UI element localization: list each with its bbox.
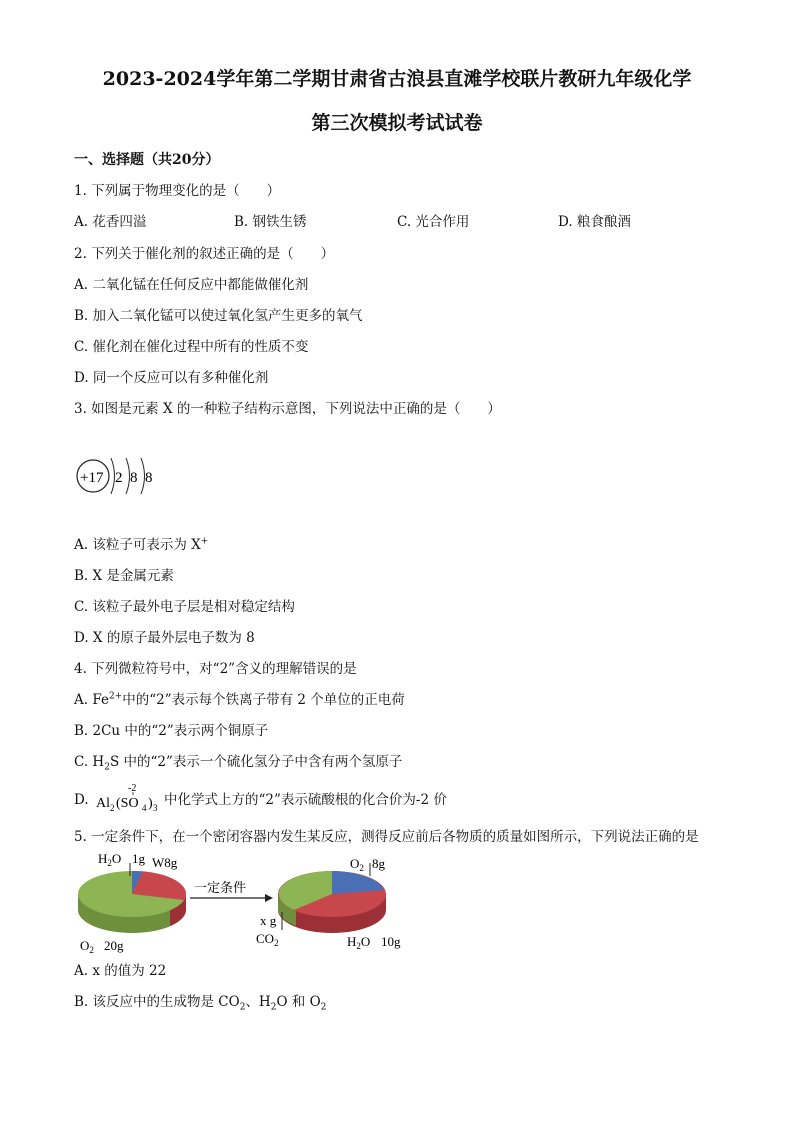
reaction-arrow-icon (265, 894, 273, 902)
svg-text:H2O: $H_2O$ (347, 934, 371, 951)
q3-option-c: C. 该粒子最外电子层是相对稳定结构 (74, 599, 295, 615)
pie-after-o2-slice (332, 871, 384, 894)
q1-option-a: A. 花香四溢 (74, 214, 147, 230)
q5-stem: 5. 一定条件下，在一个密闭容器内发生某反应，测得反应前后各物质的质量如图所示，下列说法正确的是 (74, 829, 699, 845)
shell-arc-1 (111, 458, 115, 494)
shell-arc-2 (126, 458, 130, 494)
svg-text:O2: $O_2$ (350, 856, 364, 873)
atom-structure-diagram (70, 452, 170, 504)
pie-after (278, 863, 386, 933)
q4-option-c: C. $H_2S$ 中的“2”表示一个硫化氢分子中含有两个氢原子 (74, 754, 403, 773)
q4-stem: 4. 下列微粒符号中，对“2”含义的理解错误的是 (74, 661, 357, 677)
q3-stem: 3. 如图是元素 X 的一种粒子结构示意图，下列说法中正确的是（ ） (74, 401, 501, 417)
sulfate-charge: -2 (128, 783, 137, 794)
pie-before (78, 863, 186, 933)
svg-text:(SO: (SO (116, 796, 139, 811)
svg-text:H2O: $H_2O$ (98, 851, 122, 868)
nucleus-charge: +17 (80, 470, 104, 486)
q2-option-c: C. 催化剂在催化过程中所有的性质不变 (74, 339, 309, 355)
q3-option-d: D. X 的原子最外层电子数为 8 (74, 630, 255, 646)
q5-option-a: A. x 的值为 22 (74, 963, 167, 979)
q2-option-d: D. 同一个反应可以有多种催化剂 (74, 370, 269, 386)
q5-pie-diagram (70, 846, 410, 956)
label-before-o2: 20g (104, 938, 124, 953)
q4-option-b: B. 2Cu 中的“2”表示两个铜原子 (74, 723, 269, 739)
q3-option-a: A. 该粒子可表示为 X+ (74, 536, 209, 553)
section-heading: 一、选择题（共20分） (74, 152, 220, 168)
label-after-x: x g (260, 913, 277, 928)
q4-option-d-text: 中化学式上方的“2”表示硫酸根的化合价为-2 价 (164, 792, 447, 808)
svg-text:2: 2 (110, 803, 115, 813)
q4-option-d-label: D. (74, 792, 89, 808)
label-before-w: W8g (152, 855, 178, 870)
svg-text:): ) (148, 796, 153, 811)
arrow-label: 一定条件 (194, 881, 247, 896)
q4-option-a: A. $Fe^{2+}$中的“2”表示每个铁离子带有 2 个单位的正电荷 (74, 691, 405, 708)
shell-electrons-3: 8 (145, 470, 153, 486)
svg-text:3: 3 (153, 803, 158, 813)
q4-d-formula (94, 780, 166, 814)
q2-stem: 2. 下列关于催化剂的叙述正确的是（ ） (74, 246, 335, 262)
svg-text:Al: Al (96, 796, 110, 811)
q5-option-b: B. 该反应中的生成物是 $CO_2$、$H_2O$ 和 $O_2$ (74, 994, 327, 1013)
svg-text:CO2: $CO_2$ (256, 931, 279, 948)
q3-option-b: B. X 是金属元素 (74, 568, 174, 584)
q1-stem: 1. 下列属于物理变化的是（ ） (74, 183, 281, 199)
svg-text:O2: $O_2$ (80, 938, 94, 955)
label-before-h2o: 1g (132, 851, 145, 866)
shell-electrons-2: 8 (130, 470, 138, 486)
q1-option-b: B. 钢铁生锈 (234, 214, 307, 230)
q2-option-b: B. 加入二氧化锰可以使过氧化氢产生更多的氧气 (74, 308, 363, 324)
q1-option-c: C. 光合作用 (397, 214, 470, 230)
title-line-2: 第三次模拟考试试卷 (311, 112, 483, 134)
svg-text:4: 4 (142, 803, 147, 813)
label-after-o2: 8g (372, 856, 385, 871)
label-after-h2o: 10g (381, 934, 401, 949)
shell-arc-3 (141, 458, 145, 494)
q2-option-a: A. 二氧化锰在任何反应中都能做催化剂 (74, 277, 309, 293)
shell-electrons-1: 2 (115, 470, 123, 486)
title-line-1: 2023-2024学年第二学期甘肃省古浪县直滩学校联片教研九年级化学 (102, 68, 692, 90)
q1-option-d: D. 粮食酿酒 (558, 214, 631, 230)
